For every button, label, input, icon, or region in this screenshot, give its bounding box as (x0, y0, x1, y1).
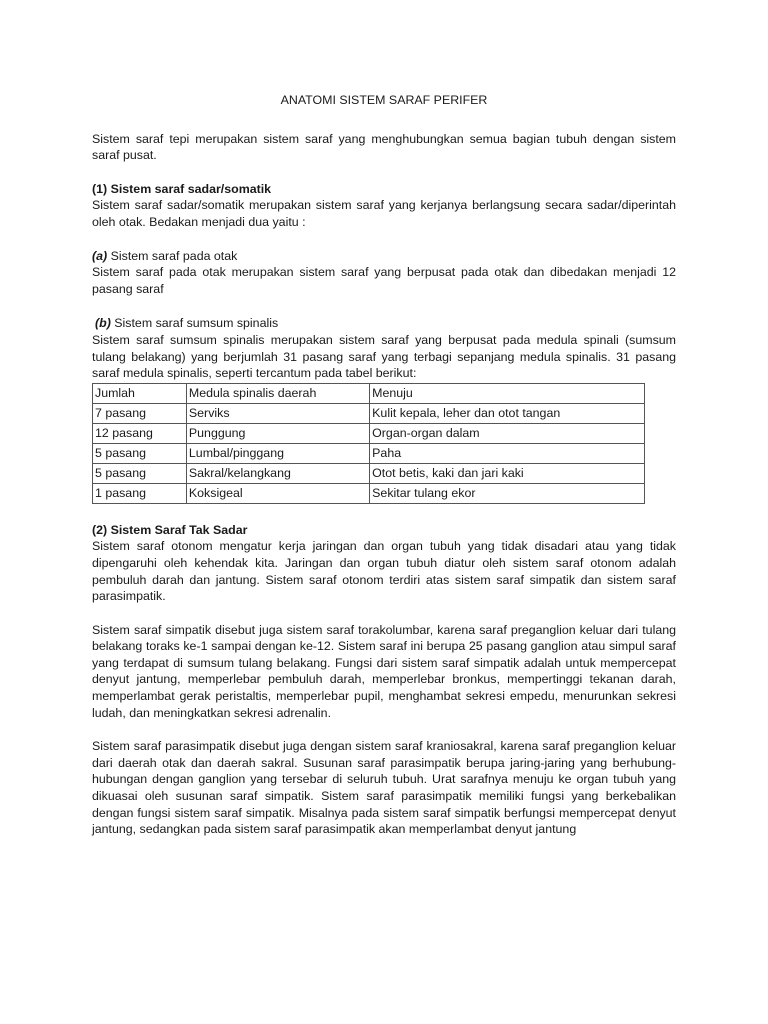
simpatik-paragraph: Sistem saraf simpatik disebut juga sistem saraf torakolumbar, karena saraf preganglion keluar dari tulang belakang toraks ke-1 sampai dengan ke-12. Sistem saraf ini berupa 25 pasang ganglion atau simpul saraf yang terdapat di sumsum tulang belakang. Fungsi dari sistem saraf simpatik adalah untuk mempercepat denyut jantung, memperlebar pembuluh darah, memperlebar bronkus, mempertinggi tekanan darah, memperlambat gerak peristaltis, memperlebar pupil, menghambat sekresi empedu, menurunkan sekresi ludah, dan meningkatkan sekresi adrenalin. (92, 622, 676, 720)
table-cell: Sekitar tulang ekor (370, 483, 645, 503)
subsection-a-title: Sistem saraf pada otak (110, 248, 238, 263)
subsection-a-marker: (a) (92, 248, 108, 263)
document-page (92, 92, 676, 838)
table-header-cell: Jumlah (93, 383, 187, 403)
subsection-b-title: Sistem saraf sumsum spinalis (114, 316, 279, 331)
intro-paragraph: Sistem saraf tepi merupakan sistem saraf yang menghubungkan semua bagian tubuh dengan sistem saraf pusat. (92, 131, 676, 163)
table-cell: Otot betis, kaki dan jari kaki (370, 463, 645, 483)
section1-paragraph: Sistem saraf sadar/somatik merupakan sistem saraf yang kerjanya berlangsung secara sadar/diperintah oleh otak. Bedakan menjadi dua yaitu : (92, 198, 676, 229)
table-cell: 1 pasang (93, 483, 187, 503)
table-cell: Sakral/kelangkang (186, 463, 369, 483)
subsection-a-heading (92, 248, 676, 265)
table-row (93, 403, 645, 423)
table-cell: 5 pasang (93, 463, 187, 483)
table-cell: Lumbal/pinggang (186, 443, 369, 463)
table-cell: 5 pasang (93, 443, 187, 463)
table-row (93, 443, 645, 463)
subsection-a-paragraph: Sistem saraf pada otak merupakan sistem saraf yang berpusat pada otak dan dibedakan menjadi 12 pasang saraf (92, 265, 676, 296)
table-cell: Punggung (186, 423, 369, 443)
subsection-b-marker: (b) (95, 316, 111, 331)
table-cell: Organ-organ dalam (370, 423, 645, 443)
subsection-b-heading (92, 315, 676, 332)
section2-heading: (2) Sistem Saraf Tak Sadar (92, 522, 248, 537)
table-cell: Kulit kepala, leher dan otot tangan (370, 403, 645, 423)
section2-paragraph: Sistem saraf otonom mengatur kerja jaringan dan organ tubuh yang tidak disadari atau yang tidak dipengaruhi oleh kehendak kita. Jaringan dan organ tubuh diatur oleh sistem saraf otonom adalah pembuluh darah dan jantung. Sistem saraf otonom terdiri atas sistem saraf simpatik dan sistem saraf parasimpatik. (92, 539, 676, 604)
table-header-cell: Medula spinalis daerah (186, 383, 369, 403)
parasimpatik-paragraph: Sistem saraf parasimpatik disebut juga dengan sistem saraf kraniosakral, karena saraf preganglion keluar dari daerah otak dan daerah sakral. Susunan saraf parasimpatik berupa jaring-jaring yang berhubung-hubungan dengan ganglion yang tersebar di seluruh tubuh. Urat sarafnya menuju ke organ tubuh yang dikuasai oleh susunan saraf simpatik. Sistem saraf parasimpatik memiliki fungsi yang berkebalikan dengan fungsi sistem saraf simpatik. Misalnya pada sistem saraf simpatik berfungsi mempercepat denyut jantung, sedangkan pada sistem saraf parasimpatik akan memperlambat denyut jantung (92, 739, 676, 837)
table-cell: Paha (370, 443, 645, 463)
table-row (93, 423, 645, 443)
section1-heading: (1) Sistem saraf sadar/somatik (92, 181, 272, 196)
spinal-nerve-table (92, 383, 645, 504)
table-header-row (93, 383, 645, 403)
table-cell: Serviks (186, 403, 369, 423)
table-header-cell: Menuju (370, 383, 645, 403)
document-title: ANATOMI SISTEM SARAF PERIFER (280, 93, 488, 107)
table-row (93, 483, 645, 503)
subsection-b-paragraph: Sistem saraf sumsum spinalis merupakan sistem saraf yang berpusat pada medula spinali (sumsum tulang belakang) yang berjumlah 31 pasang saraf yang terbagi sepanjang medula spinalis. 31 pasang saraf medula spinalis, seperti tercantum pada tabel berikut: (92, 332, 676, 381)
table-cell: 12 pasang (93, 423, 187, 443)
table-row (93, 463, 645, 483)
table-cell: Koksigeal (186, 483, 369, 503)
table-cell: 7 pasang (93, 403, 187, 423)
